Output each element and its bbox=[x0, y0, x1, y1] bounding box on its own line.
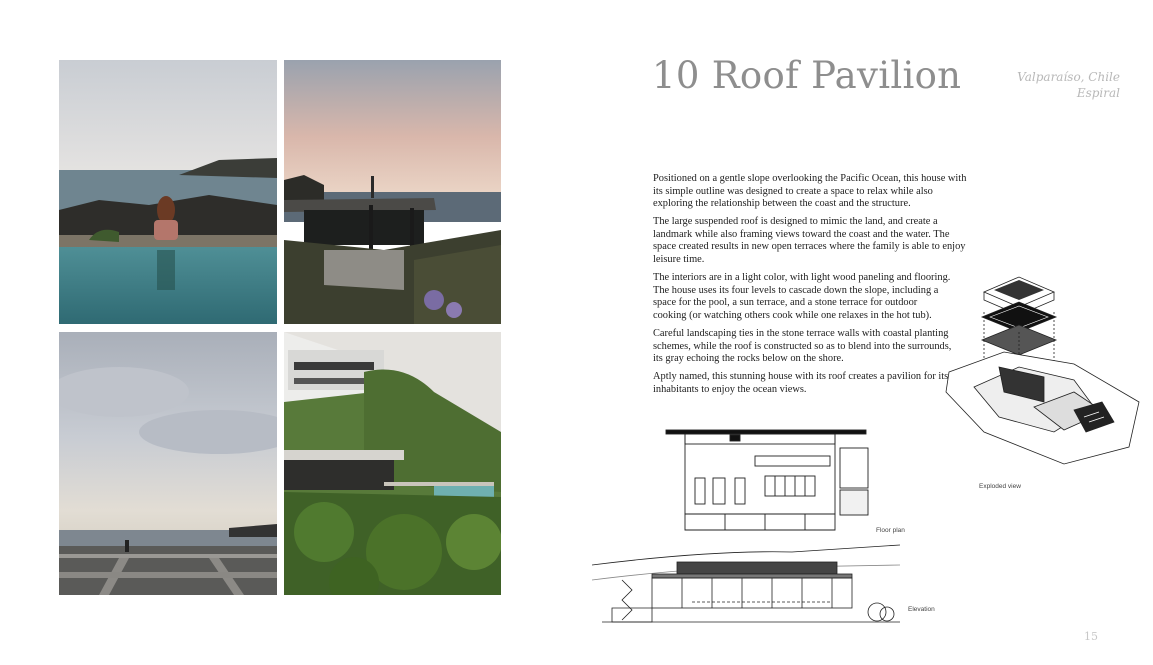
paragraph: The interiors are in a light color, with light wood paneling and flooring. The house uses its four levels to cascade down the slope, including a space for the pool, a sun terrace, and a stone terrace for outdoor cooking (or watching others cook while one relaxes in the hot tub). bbox=[653, 272, 951, 321]
paragraph: Aptly named, this stunning house with its roof creates a pavilion for its inhabitants to enjoy the ocean views. bbox=[653, 371, 949, 395]
photo-terrace-cloudy-sky bbox=[59, 332, 277, 595]
paragraph: Careful landscaping ties in the stone terrace walls with coastal planting schemes, while the roof is constructed so as to blend into the surrounds, its gray echoing the rocks below on the shore. bbox=[653, 328, 952, 365]
article-body bbox=[653, 173, 975, 402]
photo-woman-at-pool bbox=[59, 60, 277, 324]
paragraph: The large suspended roof is designed to mimic the land, and create a landmark while also framing views toward the coast and the water. The space created results in new open terraces where the family is able to enjoy leisure time. bbox=[653, 216, 966, 266]
floor-plan-drawing bbox=[665, 428, 870, 531]
photo-house-on-hillside bbox=[284, 332, 501, 595]
caption-elevation: Elevation bbox=[908, 606, 935, 613]
page-number: 15 bbox=[1084, 630, 1098, 643]
architect-name: Espiral bbox=[1076, 86, 1120, 100]
photo-roof-at-dusk bbox=[284, 60, 501, 324]
caption-exploded-view: Exploded view bbox=[979, 483, 1021, 490]
elevation-drawing bbox=[592, 540, 900, 630]
location-credit bbox=[960, 69, 1120, 101]
paragraph: Positioned on a gentle slope overlooking the Pacific Ocean, this house with its simple outline was designed to create a space to relax while also exploring the relationship between the coast and the structure. bbox=[653, 173, 967, 210]
exploded-view-drawing bbox=[944, 272, 1144, 472]
page-title: 10 Roof Pavilion bbox=[652, 54, 962, 97]
caption-floor-plan: Floor plan bbox=[876, 527, 905, 534]
location-city: Valparaíso, Chile bbox=[1017, 70, 1120, 84]
